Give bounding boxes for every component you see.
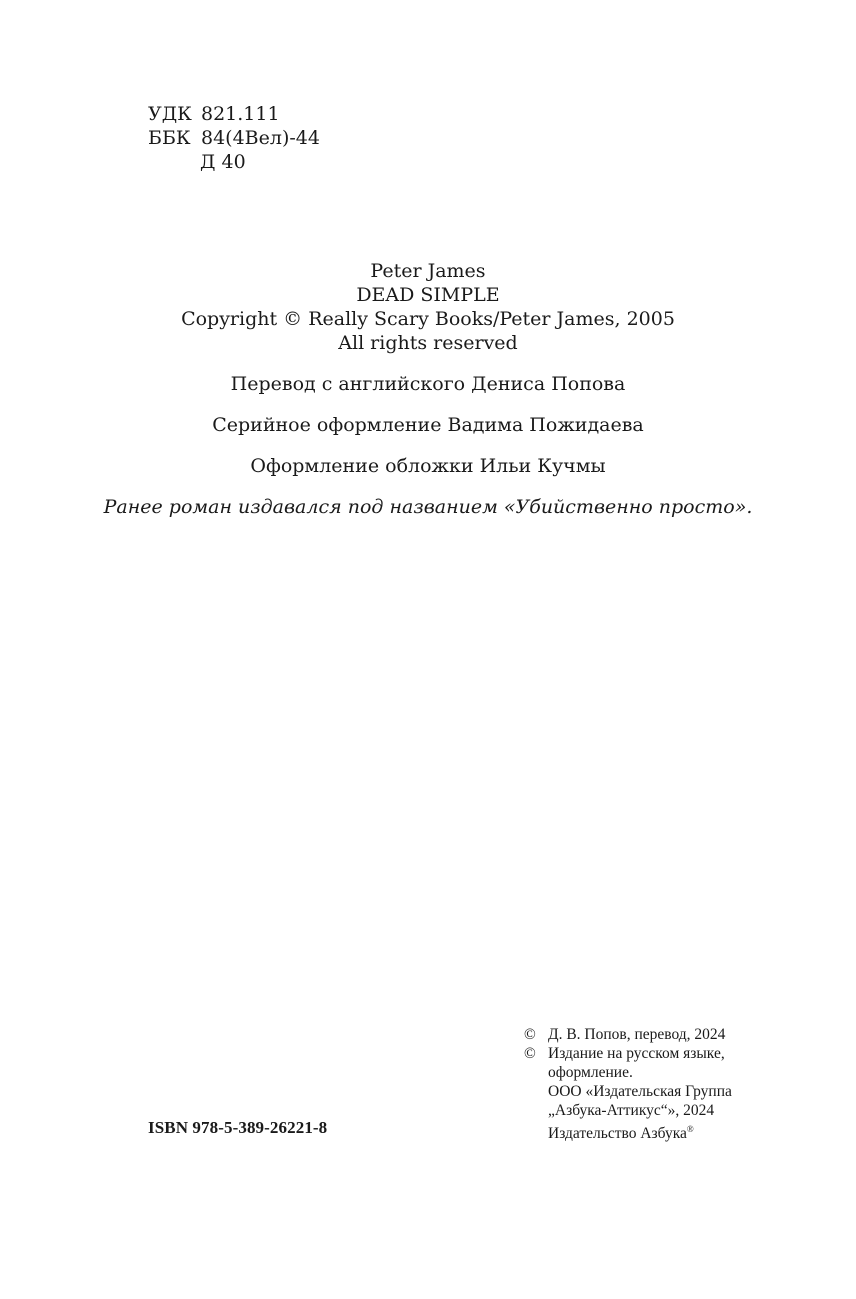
- translator-line: Перевод с английского Дениса Попова: [230, 373, 626, 395]
- bbk-value: 84(4Вел)-44: [201, 127, 320, 149]
- udk-label: УДК: [148, 103, 192, 125]
- udk-row: [148, 102, 320, 126]
- previous-title-note: Ранее роман издавался под названием «Убийственно просто».: [103, 496, 753, 518]
- copyright-entry-edition: [524, 1044, 732, 1143]
- copyright-entry-translation: [524, 1025, 732, 1044]
- bbk-label: ББК: [148, 127, 191, 149]
- author-name: Peter James: [370, 260, 486, 282]
- copyright-edition: [548, 1044, 732, 1143]
- classification-block: [148, 102, 320, 174]
- copyright-translation: Д. В. Попов, перевод, 2024: [548, 1026, 726, 1043]
- original-title: DEAD SIMPLE: [356, 284, 500, 306]
- edition-line-3: ООО «Издательская Группа: [548, 1083, 732, 1100]
- copyright-line: Copyright © Really Scary Books/Peter James, 2005: [181, 308, 675, 330]
- cover-design-line: Оформление обложки Ильи Кучмы: [250, 455, 606, 477]
- copyright-symbol: ©: [524, 1045, 536, 1062]
- series-design-line: Серийное оформление Вадима Пожидаева: [212, 414, 644, 436]
- edition-line-4: „Азбука-Аттикус“», 2024: [548, 1102, 715, 1119]
- edition-line-2: оформление.: [548, 1064, 633, 1081]
- isbn: ISBN 978-5-389-26221-8: [148, 1118, 328, 1137]
- edition-line-1: Издание на русском языке,: [548, 1045, 725, 1062]
- registered-mark: ®: [686, 1124, 694, 1134]
- udk-value: 821.111: [201, 103, 280, 125]
- author-mark: Д 40: [200, 151, 246, 173]
- bbk-row: [148, 126, 320, 150]
- edition-line-5: Издательство Азбука: [548, 1125, 687, 1143]
- copyright-symbol: ©: [524, 1026, 536, 1043]
- credits-block: [0, 259, 856, 519]
- copyright-block: [524, 1025, 732, 1143]
- author-mark-row: [148, 150, 320, 174]
- rights-line: All rights reserved: [338, 332, 518, 354]
